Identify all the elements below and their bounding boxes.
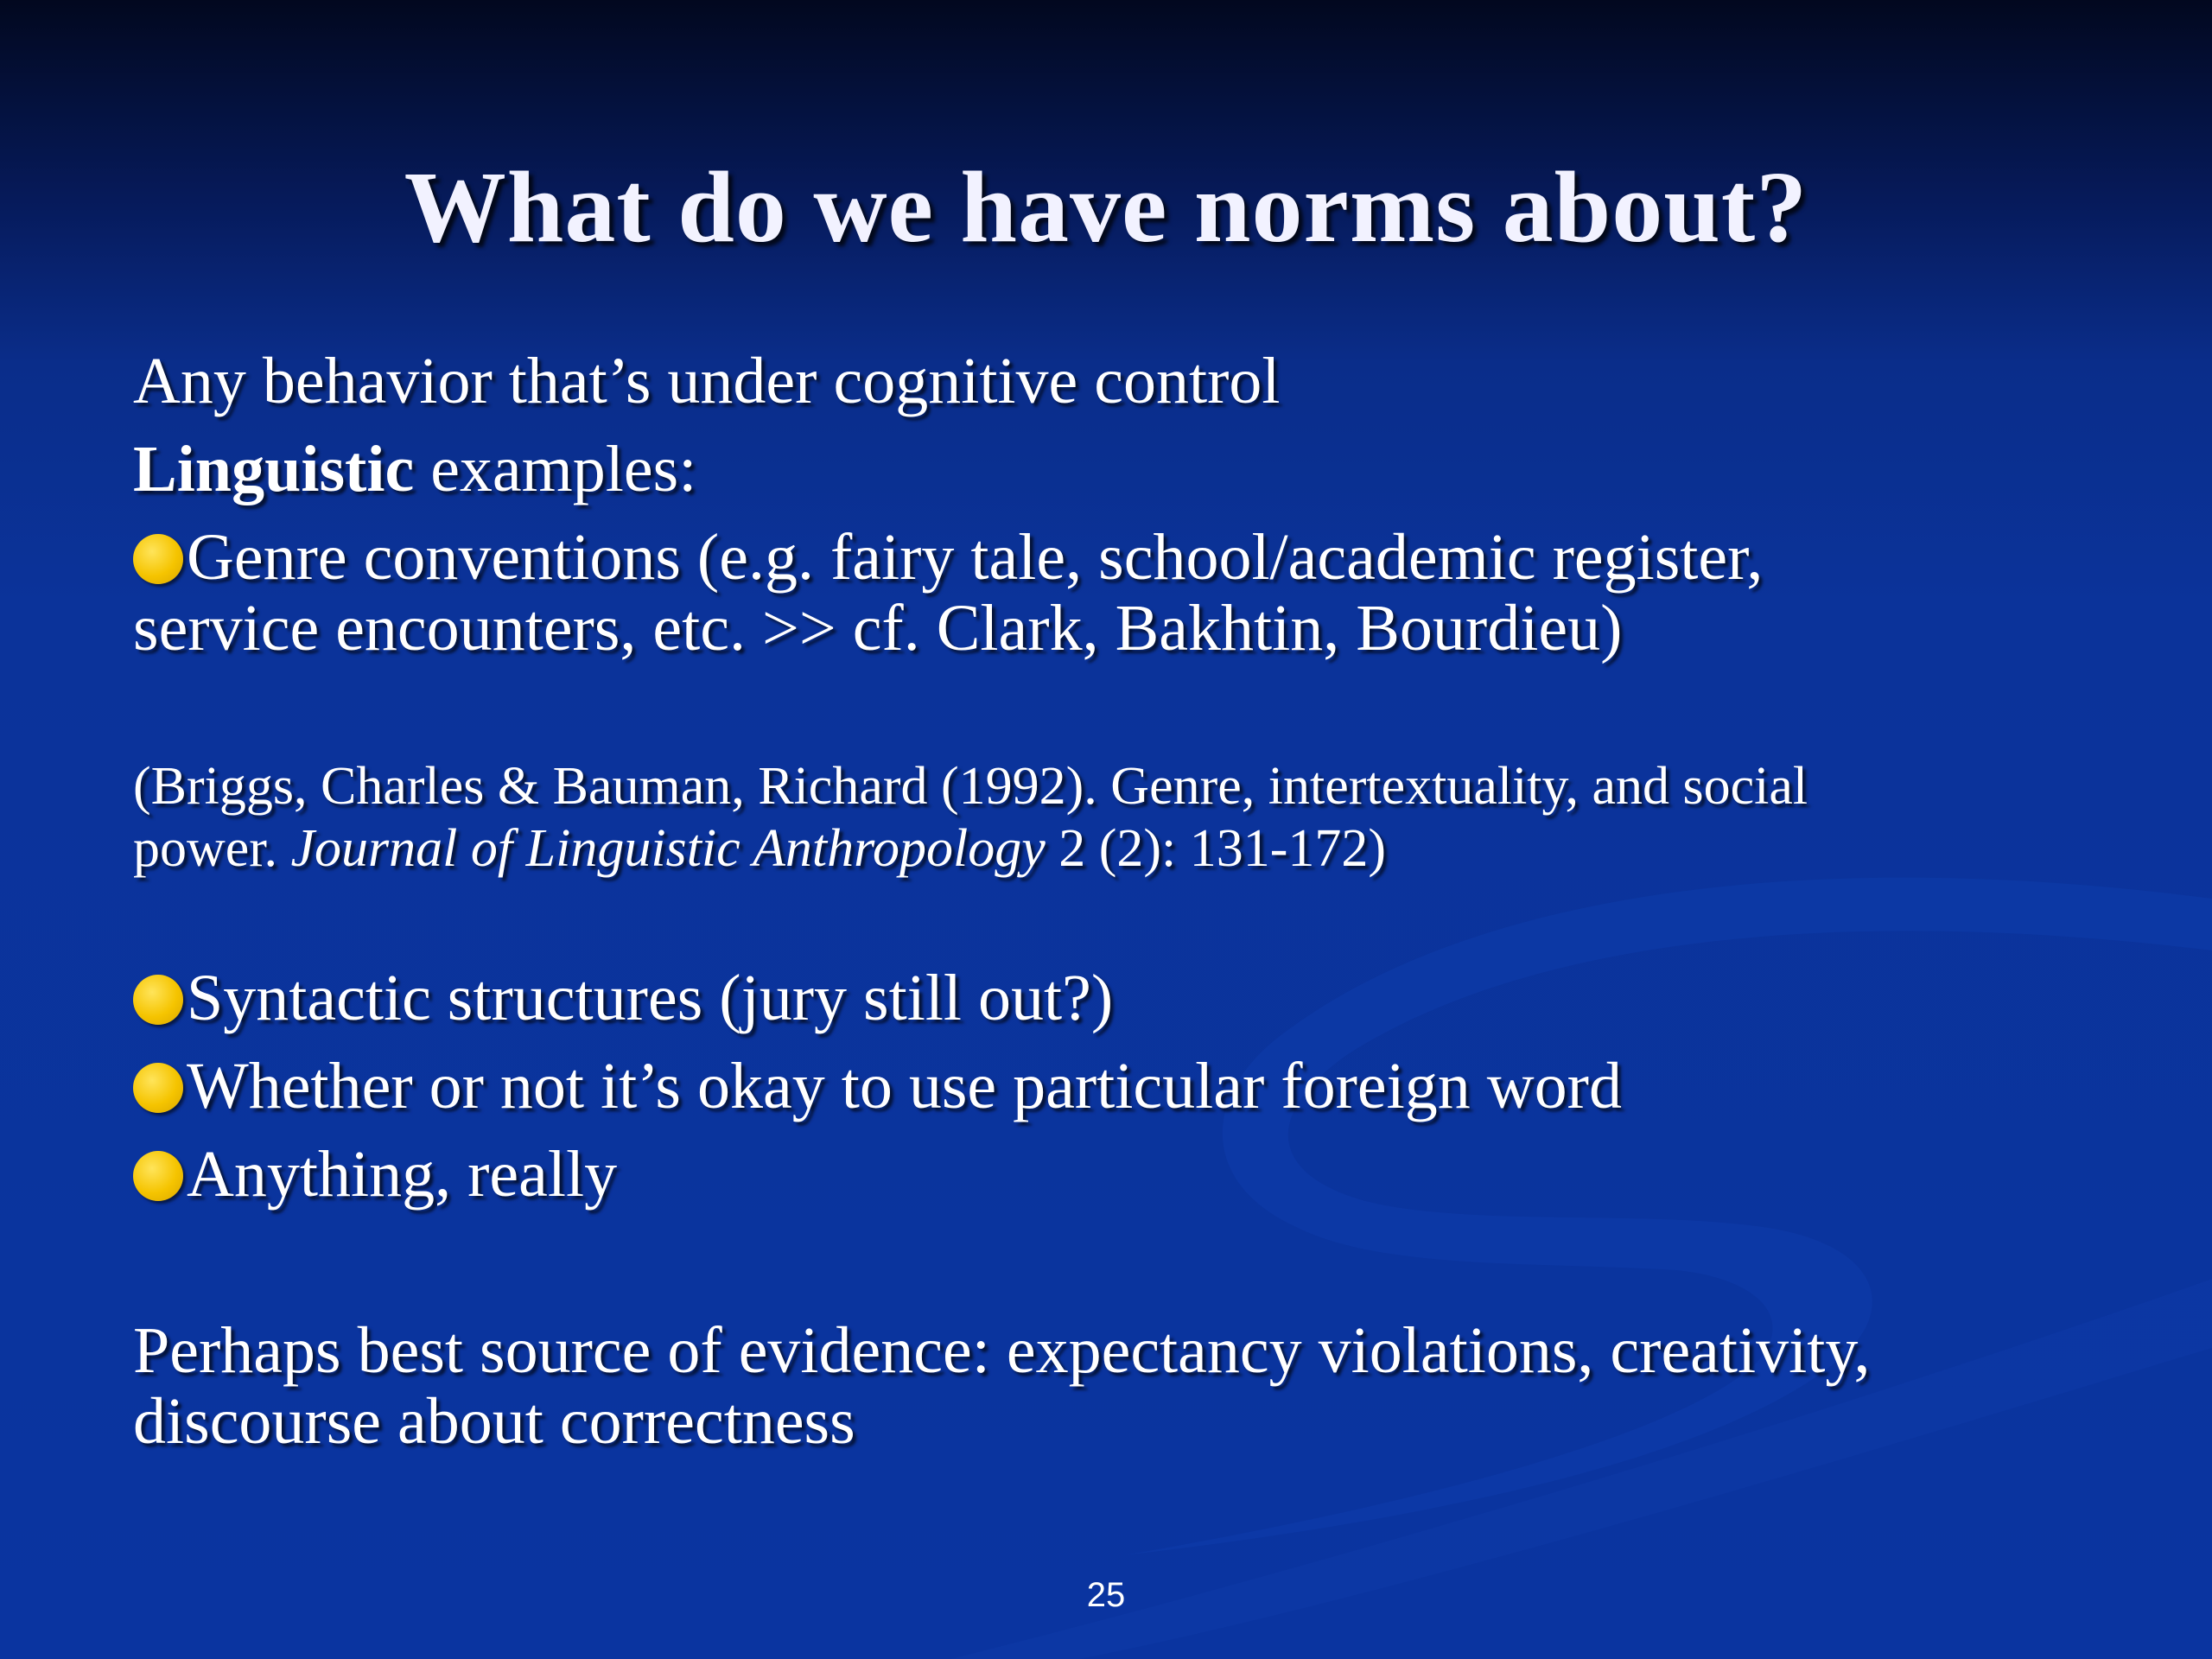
reference-line-2 bbox=[133, 817, 2120, 880]
bullet-anything-line bbox=[133, 1139, 2120, 1210]
evidence-line-1: Perhaps best source of evidence: expectancy violations, creativity, bbox=[133, 1314, 1871, 1387]
bullet-dot-icon bbox=[133, 1151, 183, 1201]
bullet-syntax bbox=[133, 963, 2120, 1033]
bullet-anything-text: Anything, really bbox=[187, 1138, 618, 1211]
reference-citation bbox=[133, 755, 2120, 880]
bullet-genre-line-2: service encounters, etc. >> cf. Clark, Bakhtin, Bourdieu) bbox=[133, 592, 1623, 664]
reference-journal: Journal of Linguistic Anthropology bbox=[290, 819, 1046, 878]
reference-suffix: 2 (2): 131-172) bbox=[1045, 819, 1387, 878]
bullet-genre-text-1: Genre conventions (e.g. fairy tale, school/academic register, bbox=[187, 521, 1764, 594]
bullet-foreign-line bbox=[133, 1051, 2120, 1122]
reference-prefix: power. bbox=[133, 819, 291, 878]
bullet-foreign bbox=[133, 1051, 2120, 1122]
bullet-dot-icon bbox=[133, 975, 183, 1025]
bullet-anything bbox=[133, 1139, 2120, 1210]
bullet-dot-icon bbox=[133, 534, 183, 584]
bullet-genre bbox=[133, 522, 2120, 664]
bullet-foreign-text: Whether or not it’s okay to use particular foreign word bbox=[187, 1050, 1622, 1122]
evidence-paragraph bbox=[133, 1315, 2120, 1457]
page-number: 25 bbox=[1086, 1576, 1126, 1614]
reference-line-1: (Briggs, Charles & Bauman, Richard (1992). Genre, intertextuality, and social bbox=[133, 757, 1808, 816]
bullet-syntax-text: Syntactic structures (jury still out?) bbox=[187, 962, 1114, 1034]
linguistic-bold-label: Linguistic bbox=[133, 433, 415, 505]
bullet-syntax-line bbox=[133, 963, 2120, 1033]
bullet-dot-icon bbox=[133, 1063, 183, 1113]
bullet-genre-line-1 bbox=[133, 522, 2120, 593]
linguistic-rest-label: examples: bbox=[414, 433, 697, 505]
linguistic-heading bbox=[133, 434, 2120, 505]
intro-text: Any behavior that’s under cognitive control bbox=[133, 345, 1281, 417]
evidence-line-2: discourse about correctness bbox=[133, 1385, 855, 1458]
linguistic-line bbox=[133, 434, 2120, 505]
intro-line bbox=[133, 346, 2120, 416]
slide-title: What do we have norms about? bbox=[404, 150, 1808, 264]
